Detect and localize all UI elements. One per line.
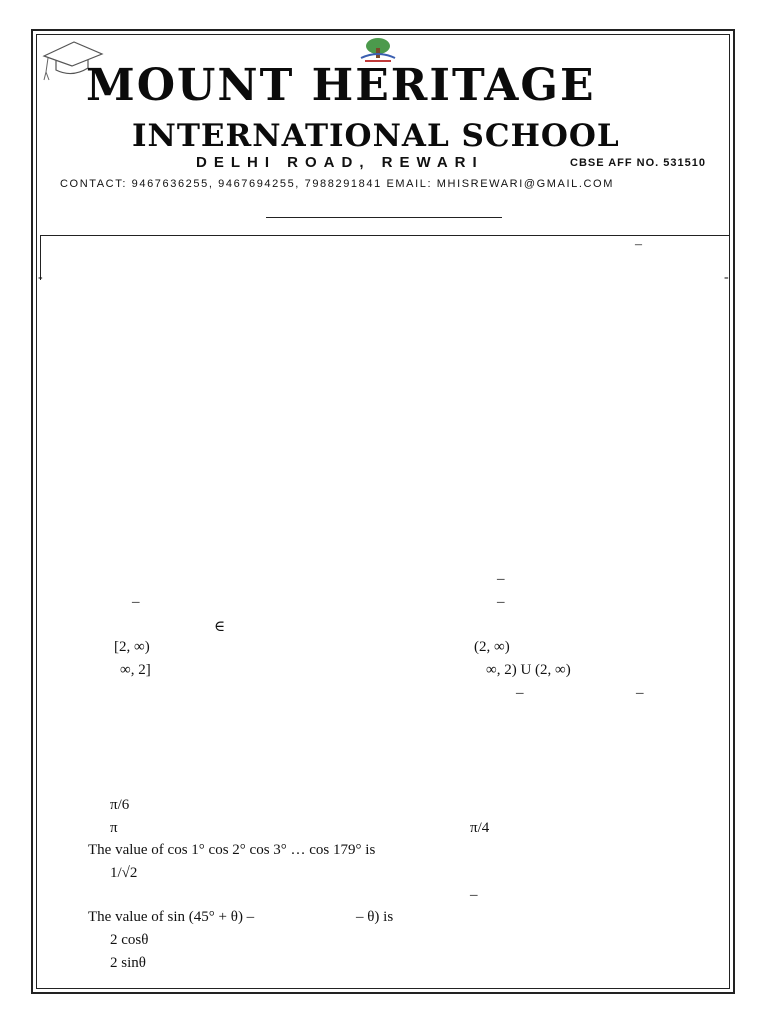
question-text: The value of sin (45° + θ) – bbox=[88, 909, 255, 925]
option-c: π bbox=[110, 820, 118, 836]
question-text-continued: – θ) is bbox=[356, 909, 394, 925]
option-a: 1/√2 bbox=[110, 865, 138, 881]
question-text: The value of cos 1° cos 2° cos 3° … cos 179° is bbox=[88, 842, 376, 858]
dash-mark: - bbox=[724, 270, 729, 285]
option-d: π/4 bbox=[470, 820, 490, 836]
school-name-primary: MOUNT HERITAGE bbox=[86, 60, 596, 111]
element-of-symbol: ∈ bbox=[214, 619, 226, 635]
option-d: ∞, 2) U (2, ∞) bbox=[486, 662, 571, 678]
contact-info: CONTACT: 9467636255, 9467694255, 7988291841 EMAIL: MHISREWARI@GMAIL.COM bbox=[60, 178, 614, 190]
header-rule bbox=[266, 217, 502, 218]
school-name-secondary: INTERNATIONAL SCHOOL bbox=[132, 118, 620, 154]
minus-sign: – bbox=[470, 887, 478, 903]
minus-sign: – bbox=[132, 594, 140, 610]
minus-sign: – bbox=[497, 594, 505, 610]
exam-info-box bbox=[40, 235, 730, 280]
option-b: (2, ∞) bbox=[474, 639, 510, 655]
minus-sign: – bbox=[497, 571, 505, 587]
school-address: DELHI ROAD, REWARI bbox=[196, 154, 484, 171]
dash-mark: – bbox=[635, 237, 642, 252]
option-c: ∞, 2] bbox=[120, 662, 151, 678]
option-a: π/6 bbox=[110, 797, 130, 813]
option-a: [2, ∞) bbox=[114, 639, 150, 655]
option-b: 2 sinθ bbox=[110, 955, 146, 971]
minus-sign: – bbox=[516, 685, 524, 701]
option-a: 2 cosθ bbox=[110, 932, 149, 948]
minus-sign: – bbox=[636, 685, 644, 701]
dash-mark: - bbox=[38, 270, 43, 285]
affiliation-number: CBSE AFF NO. 531510 bbox=[570, 157, 706, 169]
